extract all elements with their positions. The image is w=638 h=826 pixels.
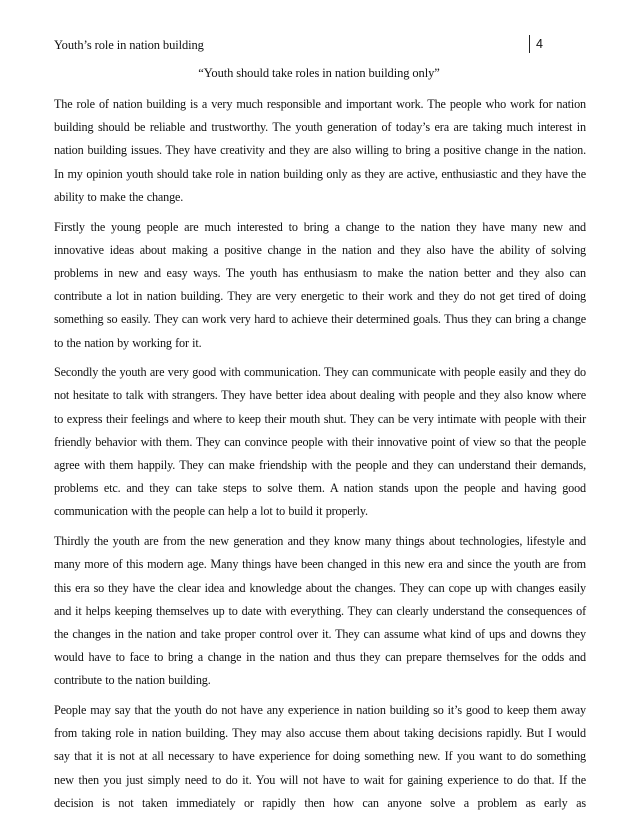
header-divider — [529, 35, 530, 53]
paragraph-intro: The role of nation building is a very much responsible and important work. The people who work for nation building should be reliable and trustworthy. The youth generation of today’s era are taking much interest in nation building issues. They have creativity and they are also willing to bring a positive change in the nation. In my opinion youth should take role in nation building only as they are active, enthusiastic and they have the ability to make the change. — [54, 97, 586, 204]
essay-body — [54, 93, 586, 822]
paragraph-counterargument: People may say that the youth do not have any experience in nation building so it’s good to keep them away from taking role in nation building. They may also accuse them about taking decisions rapidly. But I would say that it is not at all necessary to have experience for doing something new. If you want to do something new then you just simply need to do it. You will not have to wait for gaining experience to do that. If the decision is not taken immediately or rapidly then how can anyone solve a problem as early as — [54, 703, 586, 810]
page-number: 4 — [536, 37, 543, 51]
essay-title: “Youth should take roles in nation building only” — [198, 66, 440, 80]
paragraph-thirdly: Thirdly the youth are from the new generation and they know many things about technologies, lifestyle and many more of this modern age. Many things have been changed in this new era and since the youth are from this era so they have the clear idea and knowledge about the changes. They can cope up with changes easily and it helps keeping themselves up to date with everything. They can clearly understand the consequences of the changes in the nation and take proper control over it. They can assume what kind of ups and downs they would have to face to bring a change in the nation and thus they can prepare themselves for the odds and contribute to the nation building. — [54, 534, 586, 688]
running-header-title: Youth’s role in nation building — [54, 38, 204, 52]
paragraph-firstly: Firstly the young people are much interested to bring a change to the nation they have many new and innovative ideas about making a positive change in the nation and they also have the ability of solving problems in new and easy ways. The youth has enthusiasm to make the nation better and they also can contribute a lot in nation building. They are very energetic to their work and they do not get tired of doing something so easily. They can work very hard to achieve their determined goals. Thus they can bring a change to the nation by working for it. — [54, 219, 586, 350]
paragraph-secondly: Secondly the youth are very good with communication. They can communicate with people easily and they do not hesitate to talk with strangers. They have better idea about dealing with people and they also know where to express their feelings and where to keep their mouth shut. They can be very intimate with people with their friendly behavior with them. They can convince people with their innovative point of view so that the people agree with them happily. They can make friendship with the people and they can understand their demands, problems etc. and they can take steps to solve them. A nation stands upon the people and having good communication with the people can help a lot to build it properly. — [54, 365, 586, 519]
